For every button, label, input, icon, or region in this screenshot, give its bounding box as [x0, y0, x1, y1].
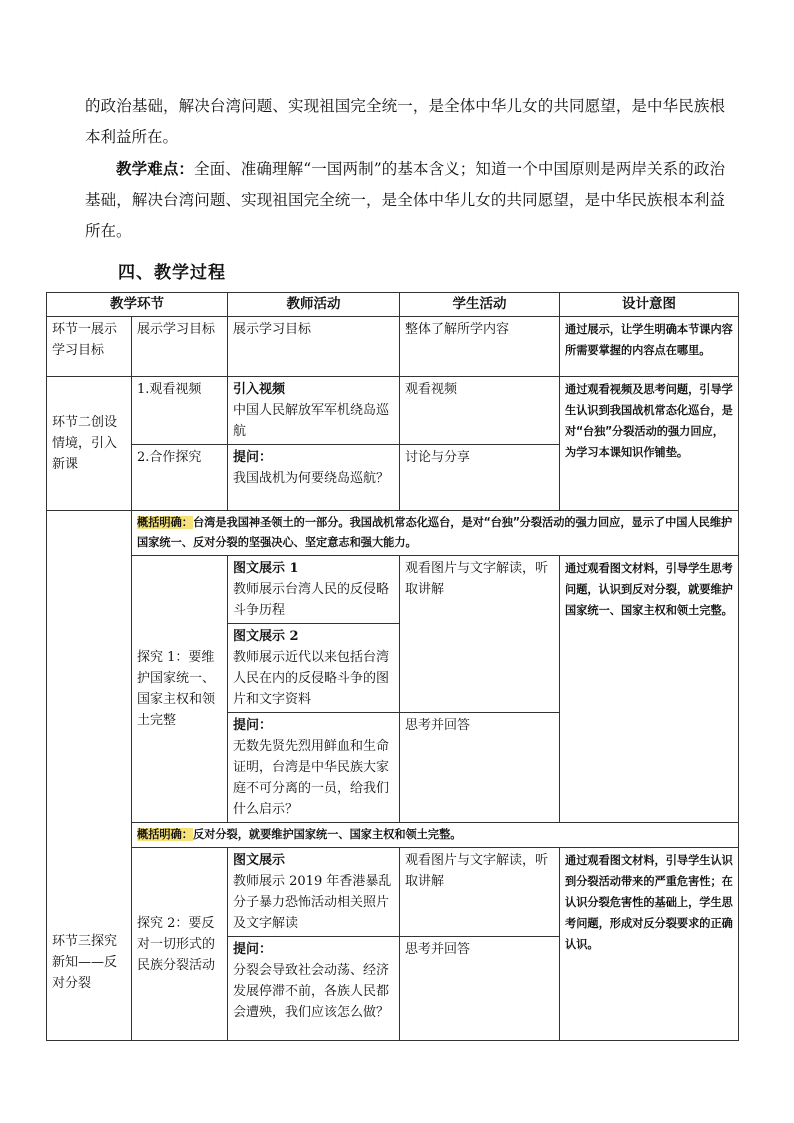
stage1-sub: 展示学习目标	[132, 317, 228, 377]
header-design: 设计意图	[560, 293, 739, 317]
stage2-step1-teacher	[228, 377, 400, 445]
difficulty-paragraph	[85, 153, 725, 247]
explore1-teacher-1	[228, 556, 400, 624]
stage2-step1-teacher-text: 中国人民解放军军机绕岛巡航	[233, 403, 390, 439]
explore1-name: 探究 1：要维护国家统一、国家主权和领土完整	[132, 556, 228, 823]
stage1-design: 通过展示，让学生明确本节课内容所需要掌握的内容点在哪里。	[560, 317, 739, 377]
stage3-teacher-2	[228, 937, 400, 1041]
stage1-student: 整体了解所学内容	[400, 317, 560, 377]
stage2-step2-teacher-title: 提问：	[233, 450, 273, 465]
teaching-process-table	[46, 292, 739, 1041]
explore1-t3-text: 无数先贤先烈用鲜血和生命证明，台湾是中华民族大家庭不可分离的一员，给我们什么启示？	[233, 739, 390, 817]
stage2-step2: 2.合作探究	[132, 445, 228, 511]
section-title: 四、教学过程	[118, 263, 226, 283]
stage2-step2-student: 讨论与分享	[400, 445, 560, 511]
table-row	[47, 377, 739, 445]
stage3-student-1: 观看图片与文字解读，听取讲解	[400, 848, 560, 937]
stage3-explore2: 探究 2：要反对一切形式的民族分裂活动	[132, 848, 228, 1041]
explore1-summary	[132, 823, 739, 848]
explore1-teacher-3	[228, 713, 400, 823]
explore1-student-2: 思考并回答	[400, 713, 560, 823]
stage2-name: 环节二创设情境，引入新课	[47, 377, 132, 511]
stage2-step1-teacher-title: 引入视频	[233, 382, 286, 397]
stage3-name: 环节三探究新知——反对分裂	[47, 848, 132, 1041]
explore1-student-1: 观看图片与文字解读，听取讲解	[400, 556, 560, 713]
explore1-summary-text: 反对分裂，就要维护国家统一、国家主权和领土完整。	[192, 828, 462, 841]
stage2-summary-text: 台湾是我国神圣领土的一部分。我国战机常态化巡台，是对“台独”分裂活动的强力回应，显示了中国人民维护国家统一、反对分裂的坚强决心、坚定意志和强大能力。	[137, 516, 733, 549]
intro-paragraph	[85, 91, 725, 153]
stage1-name: 环节一展示学习目标	[47, 317, 132, 377]
stage2-step1-student: 观看视频	[400, 377, 560, 445]
table-header-row	[47, 293, 739, 317]
stage2-summary	[132, 511, 739, 556]
stage3-spacer	[47, 823, 132, 848]
difficulty-label: 教学难点：	[116, 159, 195, 178]
header-teacher: 教师活动	[228, 293, 400, 317]
explore1-t1-title: 图文展示 1	[233, 561, 299, 576]
stage3-t2-text: 分裂会导致社会动荡、经济发展停滞不前，各族人民都会遭殃，我们应该怎么做？	[233, 963, 390, 1020]
stage-merged-left	[47, 556, 132, 823]
stage2-step2-teacher	[228, 445, 400, 511]
explore1-t1-text: 教师展示台湾人民的反侵略斗争历程	[233, 582, 390, 618]
explore1-summary-label: 概括明确：	[137, 828, 193, 841]
stage2-step2-teacher-text: 我国战机为何要绕岛巡航？	[233, 471, 390, 486]
table-row	[47, 556, 739, 624]
table-row	[47, 848, 739, 937]
table-row	[47, 317, 739, 377]
stage3-t1-text: 教师展示 2019 年香港暴乱分子暴力恐怖活动相关照片及文字解读	[233, 874, 392, 931]
stage3-teacher-1	[228, 848, 400, 937]
stage1-teacher: 展示学习目标	[228, 317, 400, 377]
stage3-design: 通过观看图文材料，引导学生认识到分裂活动带来的严重危害性；在认识分裂危害性的基础上，学生思考问题，形成对反分裂要求的正确认识。	[560, 848, 739, 1041]
table-row	[47, 823, 739, 848]
stage2-design: 通过观看视频及思考问题，引导学生认识到我国战机常态化巡台，是对“台独”分裂活动的强力回应，为学习本课知识作铺垫。	[560, 377, 739, 511]
table-row	[47, 511, 739, 556]
header-stage: 教学环节	[47, 293, 228, 317]
stage3-t1-title: 图文展示	[233, 853, 286, 868]
stage2-summary-spacer	[47, 511, 132, 556]
stage2-summary-label: 概括明确：	[137, 516, 193, 529]
explore1-design: 通过观看图文材料，引导学生思考问题，认识到反对分裂，就要维护国家统一、国家主权和领土完整。	[560, 556, 739, 823]
explore1-t2-text: 教师展示近代以来包括台湾人民在内的反侵略斗争的图片和文字资料	[233, 650, 390, 707]
explore1-t3-title: 提问：	[233, 718, 273, 733]
explore1-t2-title: 图文展示 2	[233, 629, 299, 644]
difficulty-text: 全面、准确理解“一国两制”的基本含义；知道一个中国原则是两岸关系的政治基础，解决台湾问题、实现祖国完全统一，是全体中华儿女的共同愿望，是中华民族根本利益所在。	[85, 160, 725, 240]
header-student: 学生活动	[400, 293, 560, 317]
stage3-student-2: 思考并回答	[400, 937, 560, 1041]
explore1-teacher-2	[228, 624, 400, 713]
stage3-t2-title: 提问：	[233, 942, 273, 957]
stage2-step1: 1.观看视频	[132, 377, 228, 445]
intro-line: 的政治基础，解决台湾问题、实现祖国完全统一，是全体中华儿女的共同愿望，是中华民族根本利益所在。	[85, 97, 725, 146]
